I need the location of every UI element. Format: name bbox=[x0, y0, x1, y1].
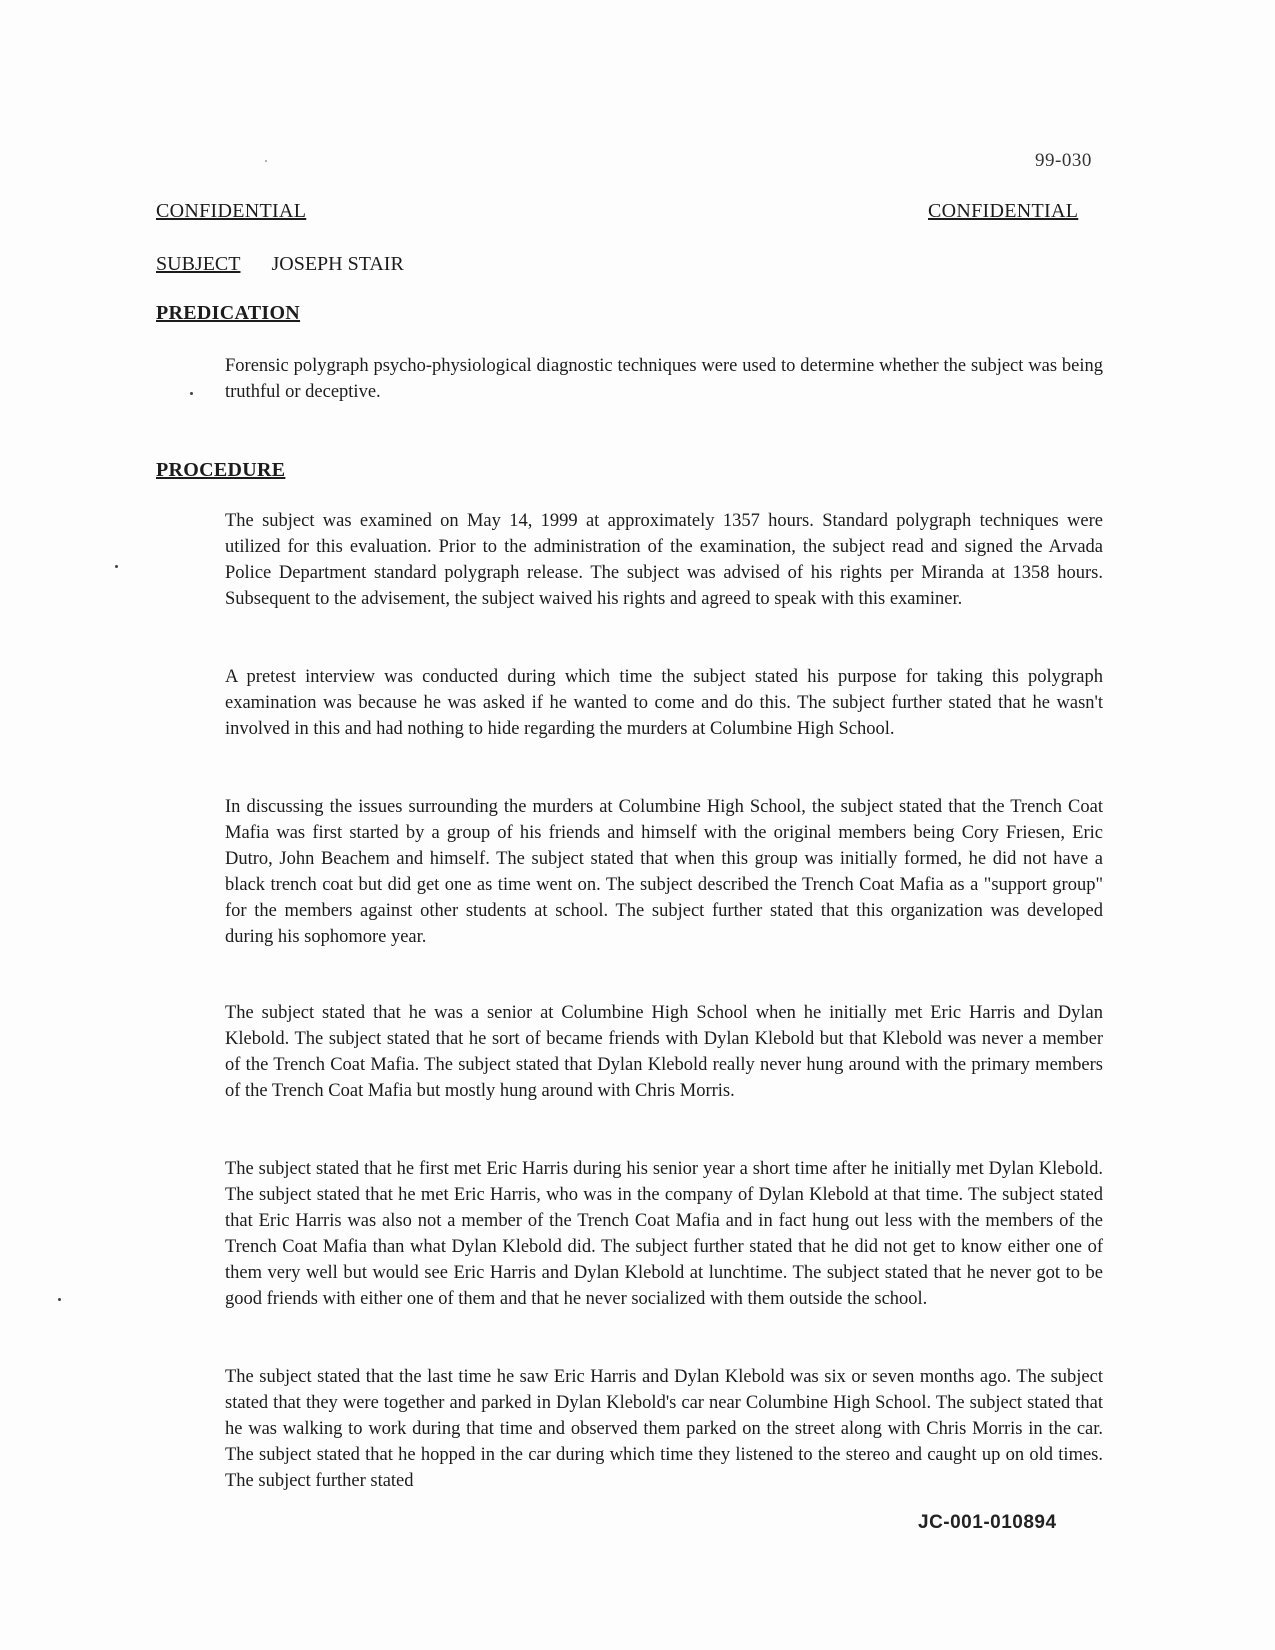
procedure-paragraph: A pretest interview was conducted during which time the subject stated his purpose for taking this polygraph examination was because he was asked if he wanted to come and do this. The subject further stated that he wasn't involved in this and had nothing to hide regarding the murders at Columbine High School. bbox=[225, 667, 1103, 739]
case-number: 99-030 bbox=[1035, 150, 1092, 171]
scan-speck bbox=[265, 160, 267, 162]
procedure-paragraph: The subject stated that he first met Eric Harris during his senior year a short time after he initially met Dylan Klebold. The subject stated that he met Eric Harris, who was in the company of Dylan Klebold at that time. The subject stated that Eric Harris was also not a member of the Trench Coat Mafia and in fact hung out less with the members of the Trench Coat Mafia than what Dylan Klebold did. The subject further stated that he did not get to know either one of them very well but would see Eric Harris and Dylan Klebold at lunchtime. The subject stated that he never got to be good friends with either one of them and that he never socialized with them outside the school. bbox=[225, 1159, 1103, 1309]
confidential-marking-left: CONFIDENTIAL bbox=[156, 200, 307, 222]
procedure-paragraph: In discussing the issues surrounding the murders at Columbine High School, the subject stated that the Trench Coat Mafia was first started by a group of his friends and himself with the original members being Cory Friesen, Eric Dutro, John Beachem and himself. The subject stated that when this group was initially formed, he did not have a black trench coat but did get one as time went on. The subject described the Trench Coat Mafia as a "support group" for the members against other students at school. The subject further stated that this organization was developed during his sophomore year. bbox=[225, 797, 1103, 947]
scan-speck bbox=[58, 1298, 61, 1301]
scan-speck bbox=[190, 392, 193, 395]
scan-speck bbox=[115, 565, 118, 568]
subject-label: SUBJECT bbox=[156, 253, 241, 275]
subject-line bbox=[156, 253, 404, 276]
confidential-marking-right: CONFIDENTIAL bbox=[928, 200, 1079, 222]
procedure-paragraph: The subject stated that he was a senior at Columbine High School when he initially met Eric Harris and Dylan Klebold. The subject stated that he sort of became friends with Dylan Klebold but that Klebold was never a member of the Trench Coat Mafia. The subject stated that Dylan Klebold really never hung around with the primary members of the Trench Coat Mafia but mostly hung around with Chris Morris. bbox=[225, 1003, 1103, 1101]
procedure-heading: PROCEDURE bbox=[156, 459, 286, 481]
predication-paragraph: Forensic polygraph psycho-physiological diagnostic techniques were used to determine whether the subject was being truthful or deceptive. bbox=[225, 356, 1103, 402]
procedure-paragraph: The subject was examined on May 14, 1999 at approximately 1357 hours. Standard polygraph techniques were utilized for this evaluation. Prior to the administration of the examination, the subject read and signed the Arvada Police Department standard polygraph release. The subject was advised of his rights per Miranda at 1358 hours. Subsequent to the advisement, the subject waived his rights and agreed to speak with this examiner. bbox=[225, 511, 1103, 609]
procedure-paragraph: The subject stated that the last time he saw Eric Harris and Dylan Klebold was six or seven months ago. The subject stated that they were together and parked in Dylan Klebold's car near Columbine High School. The subject stated that he was walking to work during that time and observed them parked on the street along with Chris Morris in the car. The subject stated that he hopped in the car during which time they listened to the stereo and caught up on old times. The subject further stated bbox=[225, 1367, 1103, 1491]
bates-number: JC-001-010894 bbox=[918, 1512, 1057, 1533]
predication-heading: PREDICATION bbox=[156, 302, 301, 324]
subject-name: JOSEPH STAIR bbox=[271, 253, 404, 275]
